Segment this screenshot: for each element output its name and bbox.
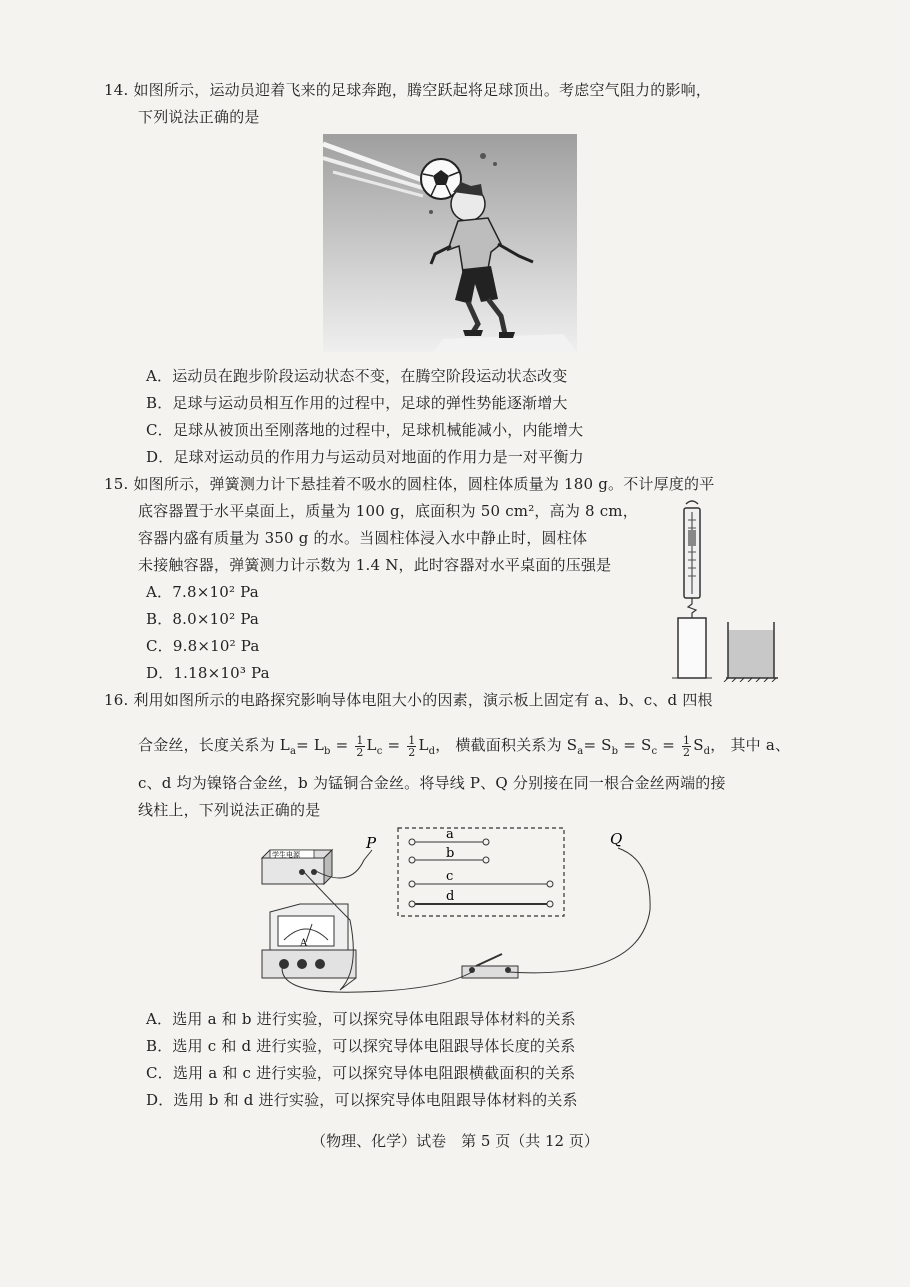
q16-stem-line4: 线柱上，下列说法正确的是 [138, 801, 321, 819]
q16-length-relation-prefix: 合金丝，长度关系为 L [138, 736, 290, 754]
q15-stem-line2: 底容器置于水平桌面上，质量为 100 g，底面积为 50 cm²，高为 8 cm， [138, 502, 638, 520]
q15-stem-line1 [104, 474, 714, 494]
q15-stem-text-1: 如图所示，弹簧测力计下悬挂着不吸水的圆柱体，圆柱体质量为 180 g。不计厚度的平 [133, 475, 715, 493]
q16-stem-line3: c、d 均为镍铬合金丝，b 为锰铜合金丝。将导线 P、Q 分别接在同一根合金丝两端的接 [138, 774, 726, 792]
q14-option-a: A．运动员在跑步阶段运动状态不变，在腾空阶段运动状态改变 [146, 367, 568, 385]
q15-option-c: C．9.8×10² Pa [146, 637, 260, 655]
q16-half-fraction-2: $\frac{1}{2}$ [408, 733, 416, 759]
power-supply-label: 学生电源 [272, 851, 300, 859]
q15-spring-scale-figure [668, 500, 788, 682]
page-footer: （物理、化学）试卷 第 5 页（共 12 页） [311, 1132, 599, 1150]
q16-stem-line2: 合金丝，长度关系为 $L_a= L_b$ = $\frac{1}{2}$ $L_c$ = $\frac{1}{2}$ $L_d$， 横截面积关系为 $S_a= S_b = S_c$ = $\frac{1}{2}$ $S_d$， 其中 a、 [138, 733, 791, 759]
label-a: a [446, 827, 454, 842]
q16-option-a: A．选用 a 和 b 进行实验，可以探究导体电阻跟导体材料的关系 [146, 1010, 576, 1028]
ammeter-label: A [300, 938, 308, 949]
q14-stem-line2: 下列说法正确的是 [138, 108, 260, 126]
label-b: b [446, 846, 455, 861]
q14-option-c: C．足球从被顶出至刚落地的过程中，足球机械能减小，内能增大 [146, 421, 584, 439]
label-d: d [446, 889, 455, 904]
label-Q: Q [610, 830, 623, 848]
q14-soccer-figure [323, 134, 577, 352]
q16-option-c: C．选用 a 和 c 进行实验，可以探究导体电阻跟横截面积的关系 [146, 1064, 576, 1082]
q15-stem-line3: 容器内盛有质量为 350 g 的水。当圆柱体浸入水中静止时，圆柱体 [138, 529, 588, 547]
q15-stem-line4: 未接触容器，弹簧测力计示数为 1.4 N，此时容器对水平桌面的压强是 [138, 556, 612, 574]
q16-number: 16. [104, 691, 129, 709]
q15-option-a: A．7.8×10² Pa [146, 583, 259, 601]
q15-number: 15. [104, 475, 129, 493]
label-P: P [366, 834, 377, 852]
q15-option-d: D．1.18×10³ Pa [146, 664, 270, 682]
q14-option-b: B．足球与运动员相互作用的过程中，足球的弹性势能逐渐增大 [146, 394, 568, 412]
q14-stem-text-1: 如图所示，运动员迎着飞来的足球奔跑，腾空跃起将足球顶出。考虑空气阻力的影响， [133, 81, 712, 99]
q16-half-fraction-1: $\frac{1}{2}$ [356, 733, 364, 759]
q16-circuit-figure [240, 820, 680, 1000]
q16-half-fraction-3: $\frac{1}{2}$ [682, 733, 691, 759]
q14-option-d: D．足球对运动员的作用力与运动员对地面的作用力是一对平衡力 [146, 448, 584, 466]
q16-area-relation-prefix: 横截面积关系为 S [455, 736, 578, 754]
q14-stem-line1 [104, 80, 711, 100]
q16-stem-line1 [104, 690, 713, 710]
q16-stem-text-1: 利用如图所示的电路探究影响导体电阻大小的因素，演示板上固定有 a、b、c、d 四根 [133, 691, 713, 709]
q15-option-b: B．8.0×10² Pa [146, 610, 260, 628]
q16-option-d: D．选用 b 和 d 进行实验，可以探究导体电阻跟导体材料的关系 [146, 1091, 578, 1109]
q16-option-b: B．选用 c 和 d 进行实验，可以探究导体电阻跟导体长度的关系 [146, 1037, 576, 1055]
label-c: c [446, 869, 454, 884]
q14-number: 14. [104, 81, 129, 99]
q16-stem-text-2-end: 其中 a、 [730, 736, 791, 754]
